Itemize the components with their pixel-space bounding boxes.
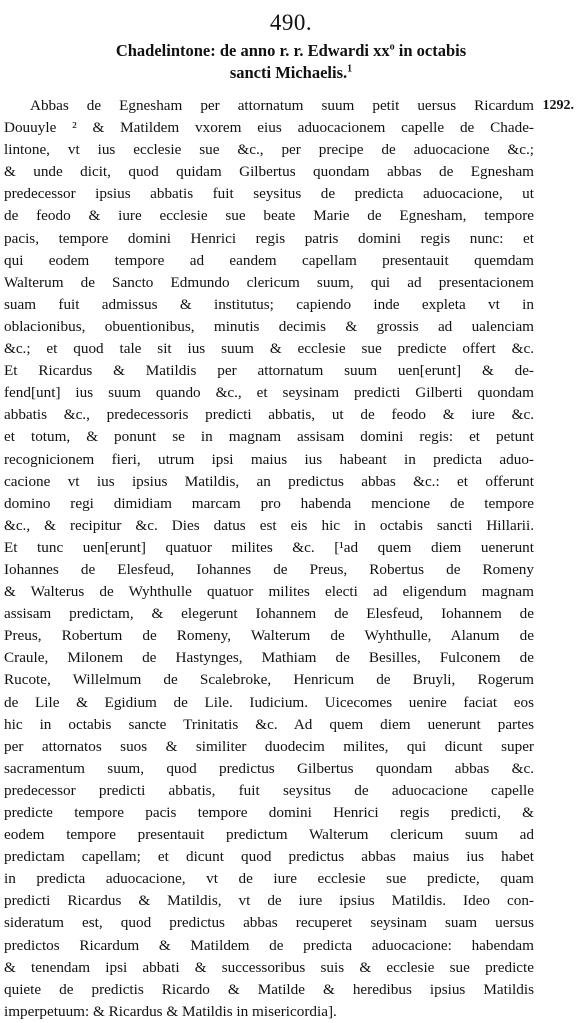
heading-line-1-text: Chadelintone: de anno r. r. Edwardi xx bbox=[115, 41, 390, 60]
body-line: Craule, Milonem de Hastynges, Mathiam de Besilles, Fulconem de bbox=[4, 649, 534, 667]
heading-line-1 bbox=[6, 40, 576, 62]
body-line: lintone, vt ius ecclesie sue &c., per precipe de aduocacione &c.; bbox=[4, 141, 534, 159]
body-line: sideratum est, quod predictus abbas recuperet seysinam suam uersus bbox=[4, 914, 534, 932]
heading-line-2-text: sancti Michaelis. bbox=[229, 63, 348, 82]
body-line: Iohannes de Elesfeud, Iohannes de Preus, Robertus de Romeny bbox=[4, 560, 534, 578]
body-line: predicte tempore pacis tempore domini Henrici regis predicti, & bbox=[4, 804, 534, 821]
body-line: in predicta aduocacione, vt de iure ecclesie sue predicte, quam bbox=[4, 870, 534, 888]
body-line: quiete de predictis Ricardo & Matilde & heredibus ipsius Matildis bbox=[4, 980, 534, 998]
body-line: predecessor ipsius abbatis fuit seysitus de predicta aduocacione, ut bbox=[4, 185, 534, 203]
body-line: assisam predictam, & elegerunt Iohannem de Elesfeud, Iohannem de bbox=[4, 605, 534, 623]
body-line: predecessor predicti abbatis, fuit seysitus de aduocacione capelle bbox=[4, 781, 534, 799]
body-line: & tenendam ipsi abbati & successoribus suis & ecclesie sue predicte bbox=[4, 958, 534, 976]
body-line: Preus, Robertum de Romeny, Walterum de Wyhthulle, Alanum de bbox=[4, 627, 534, 645]
body-line: fend[unt] ius suum quando &c., et seysinam predicti Gilberti quondam bbox=[4, 384, 534, 402]
page-number: 490. bbox=[269, 10, 313, 35]
body-line: Rucote, Willelmum de Scalebroke, Henricum de Bruyli, Rogerum bbox=[4, 671, 534, 689]
body-line: & Walterus de Wyhthulle quatuor milites electi ad eligendum magnam bbox=[4, 583, 534, 601]
body-line: imperpetuum: & Ricardus & Matildis in misericordia]. bbox=[4, 1002, 337, 1020]
body-line: domino regi dimidiam marcam pro habenda mencione de tempore bbox=[4, 494, 534, 512]
body-line: suam fuit admissus & institutus; capiendo inde expleta vt in bbox=[4, 295, 534, 313]
body-line: Walterum de Sancto Edmundo clericum suum, qui ad presentacionem bbox=[4, 273, 534, 291]
body-line: et totum, & ponunt se in magnam assisam domini regis: et petunt bbox=[4, 428, 534, 446]
body-line: &c.; et quod tale sit ius suum & ecclesie sue predicte offert &c. bbox=[4, 340, 534, 358]
body-line: predictos Ricardum & Matildem de predicta aduocacione: habendam bbox=[4, 936, 534, 954]
body-line: Douuyle ² & Matildem vxorem eius aduocacionem capelle de Chade- bbox=[4, 119, 534, 137]
heading-line-1-end: in octabis bbox=[394, 41, 467, 60]
body-line: qui eodem tempore ad eandem capellam presentauit quemdam bbox=[4, 251, 534, 269]
entry-heading bbox=[0, 40, 576, 84]
margin-year: 1292. bbox=[542, 98, 574, 113]
body-line: de Lile & Egidium de Lile. Iudicium. Uicecomes uenire faciat eos bbox=[4, 693, 534, 711]
body-line: abbatis &c., predecessoris predicti abbatis, ut de feodo & iure &c. bbox=[4, 406, 534, 424]
body-line: &c., & recipitur &c. Dies datus est eis hic in octabis sancti Hillarii. bbox=[4, 516, 534, 534]
body-line: Abbas de Egnesham per attornatum suum petit uersus Ricardum bbox=[30, 97, 534, 114]
body-line: predicti Ricardus & Matildis, vt de iure ipsius Matildis. Ideo con- bbox=[4, 892, 534, 910]
body-line: hic in octabis sancte Trinitatis &c. Ad quem diem uenerunt partes bbox=[4, 715, 534, 733]
body-line: predictam capellam; et dicunt quod predictus abbas maius ius habet bbox=[4, 848, 534, 866]
footnote-ref: 1 bbox=[347, 63, 353, 75]
body-line: Et tunc uen[erunt] quatuor milites &c. [¹ad quem diem uenerunt bbox=[4, 538, 534, 556]
body-line: Et Ricardus & Matildis per attornatum suum uen[erunt] & de- bbox=[4, 362, 534, 380]
body-line: sacramentum suum, quod predictus Gilbertus quondam abbas &c. bbox=[4, 759, 534, 777]
heading-line-2 bbox=[6, 62, 576, 84]
body-line: cacione vt ius ipsius Matildis, an predictus abbas &c.: et offerunt bbox=[4, 472, 534, 490]
body-line: per attornatos suos & similiter duodecim milites, qui dicunt super bbox=[4, 737, 534, 755]
body-line: de feodo & iure ecclesie sue beate Marie de Egnesham, tempore bbox=[4, 207, 534, 225]
body-line: & unde dicit, quod quidam Gilbertus quondam abbas de Egnesham bbox=[4, 163, 534, 181]
body-line: oblacionibus, obuentionibus, minutis decimis & grossis ad ualenciam bbox=[4, 317, 534, 335]
body-line: eodem tempore presentauit predictum Walterum clericum suum ad bbox=[4, 826, 534, 844]
ordinal-mark: o bbox=[389, 41, 395, 53]
body-line: recognicionem fieri, utrum ipsi maius ius habeant in predicta aduo- bbox=[4, 450, 534, 468]
body-text bbox=[4, 95, 534, 1023]
body-line: pacis, tempore domini Henrici regis patris domini regis nunc: et bbox=[4, 229, 534, 247]
